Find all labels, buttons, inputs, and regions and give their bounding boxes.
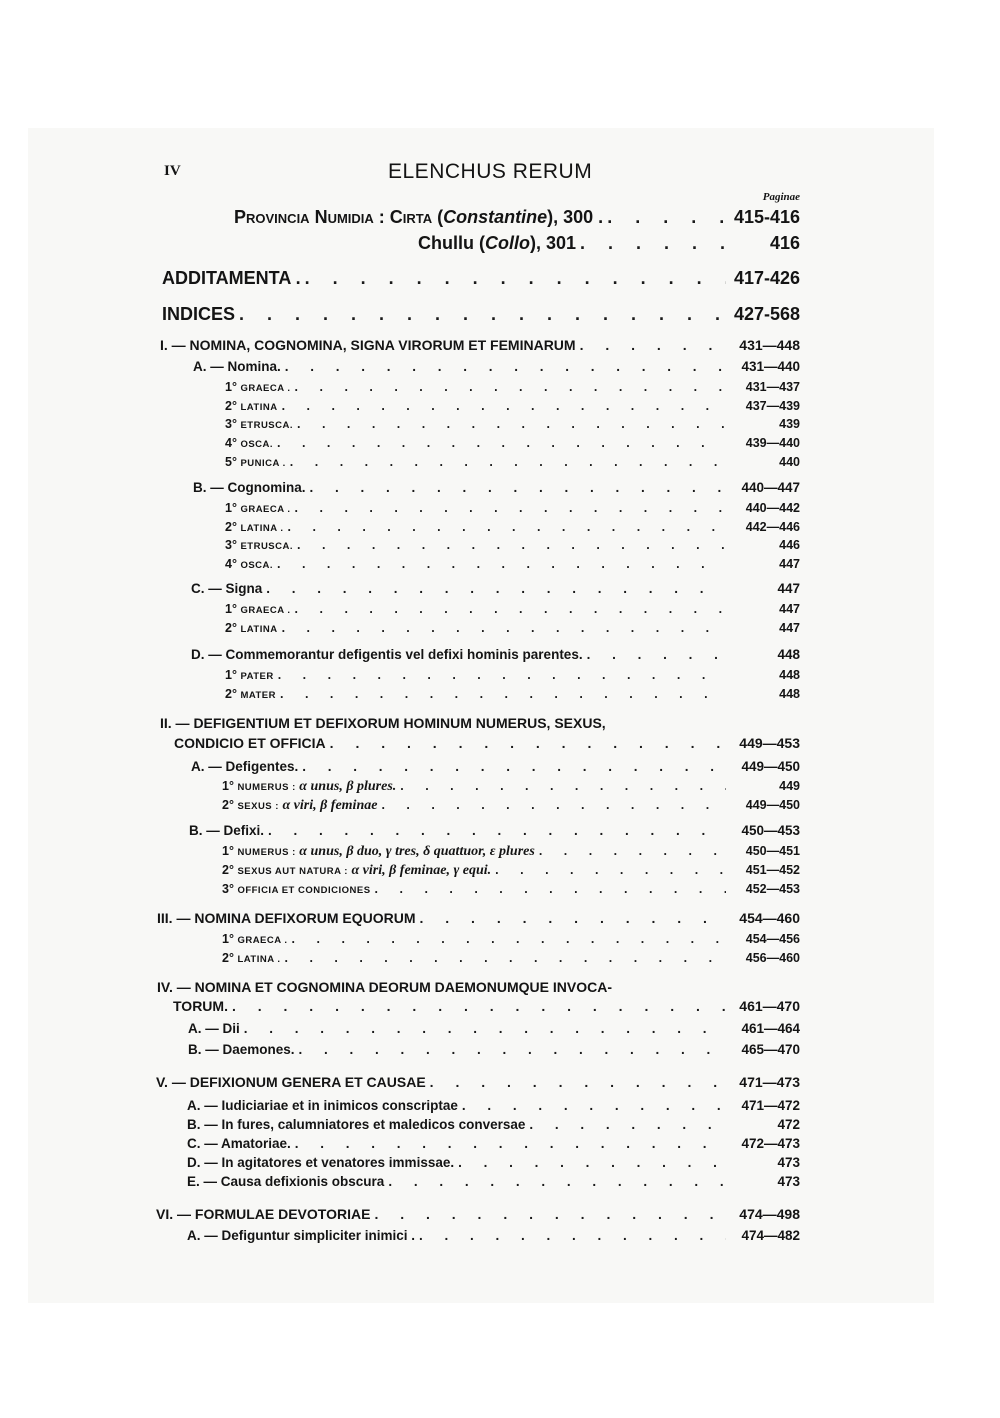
leader-dots <box>290 455 726 469</box>
entry-pages: 472—473 <box>741 1136 800 1151</box>
entry-pages: 454—460 <box>739 910 800 926</box>
entry-pages: 440 <box>779 455 800 469</box>
entry-label: TORUM. <box>173 998 228 1014</box>
leader-dots <box>419 910 726 926</box>
entry-detail: α viri, β feminae <box>282 798 378 813</box>
leader-dots <box>495 863 726 877</box>
entry-pages: 452—453 <box>745 882 800 896</box>
leader-dots <box>388 1174 726 1189</box>
entry-pages: 471—472 <box>741 1098 800 1113</box>
entry-label: ADDITAMENTA . <box>162 268 301 288</box>
entry-label: B. — Cognomina. <box>193 480 306 495</box>
list-item <box>225 436 800 450</box>
list-item <box>222 798 800 814</box>
item-number: 4° <box>225 557 237 571</box>
entry-pages: 446 <box>779 538 800 552</box>
entry-pages: 448 <box>779 668 800 682</box>
item-number: 1° <box>225 668 237 682</box>
entry-pages: 472 <box>777 1117 800 1132</box>
section-1-title <box>160 337 800 353</box>
leader-dots <box>295 602 726 616</box>
list-item <box>225 380 800 394</box>
entry-label: GRAECA . <box>237 935 288 946</box>
entry-label: PATER <box>240 671 274 682</box>
leader-dots <box>295 501 726 515</box>
entry-pages: 431—437 <box>745 380 800 394</box>
section-4-title <box>173 998 800 1014</box>
entry-label: D. — In agitatores et venatores immissae. <box>187 1155 455 1170</box>
entry-pages: 437—439 <box>745 399 800 413</box>
entry-label: LATINA <box>240 624 278 635</box>
leader-dots <box>305 268 726 289</box>
entry-label: LATINA <box>240 402 278 413</box>
leader-dots <box>302 759 726 774</box>
leader-dots <box>295 380 726 394</box>
item-number: 2° <box>225 399 237 413</box>
entry-pages: 449—450 <box>741 759 800 774</box>
item-number: 2° <box>225 687 237 701</box>
entry-label: OSCA. <box>240 560 274 571</box>
page-number: IV <box>164 163 181 179</box>
leader-dots <box>295 1136 726 1151</box>
leader-dots <box>277 557 726 571</box>
leader-dots <box>375 882 726 896</box>
list-item <box>222 779 800 795</box>
entry-label: A. — Dii <box>188 1021 240 1036</box>
entry-pages: 451—452 <box>745 863 800 877</box>
entry-label-tail: ), 300 . <box>547 207 604 227</box>
list-item <box>222 882 800 896</box>
section-2b <box>189 823 800 838</box>
entry-pages: 439 <box>779 417 800 431</box>
entry-label: III. — NOMINA DEFIXORUM EQUORUM <box>157 910 416 926</box>
entry-pages: 440—447 <box>741 480 800 495</box>
leader-dots <box>400 779 726 793</box>
item-number: 4° <box>225 436 237 450</box>
entry-pages: 447 <box>779 602 800 616</box>
entry-label: ETRUSCA. <box>240 420 293 431</box>
list-item <box>222 951 800 965</box>
leader-dots <box>330 735 726 751</box>
list-item <box>225 417 800 431</box>
entry-label: A. — Defigentes. <box>191 759 299 774</box>
item-number: 1° <box>222 779 234 793</box>
entry-label: GRAECA . <box>240 504 291 515</box>
leader-dots <box>268 823 726 838</box>
entry-label: LATINA . <box>240 523 284 534</box>
entry-label: IV. — NOMINA ET COGNOMINA DEORUM DAEMONUMQUE INVOCA- <box>157 979 613 995</box>
leader-dots <box>529 1117 726 1132</box>
leader-dots <box>244 1021 726 1036</box>
entry-label: VI. — FORMULAE DEVOTORIAE <box>156 1206 371 1222</box>
page-title: ELENCHUS RERUM <box>388 160 593 183</box>
list-item <box>225 520 800 534</box>
leader-dots <box>419 1228 726 1243</box>
leader-dots <box>297 417 726 431</box>
entry-label: SEXUS AUT NATURA : <box>237 866 348 877</box>
leader-dots <box>310 480 727 495</box>
entry-label: PUNICA . <box>240 458 286 469</box>
item-number: 2° <box>222 798 234 812</box>
list-item <box>222 932 800 946</box>
entry-label: A. — Nomina. <box>193 359 281 374</box>
entry-pages: 427-568 <box>733 304 800 324</box>
entry-label: C. — Amatoriae. <box>187 1136 291 1151</box>
entry-label: Provincia Numidia : Cirta ( <box>234 207 444 227</box>
entry-chullu <box>418 233 800 254</box>
list-item <box>225 668 800 682</box>
leader-dots <box>278 668 726 682</box>
entry-label-tail: ), 301 <box>529 233 577 253</box>
item-number: 2° <box>225 520 237 534</box>
list-item <box>187 1117 800 1132</box>
list-item <box>225 538 800 552</box>
leader-dots <box>282 399 726 413</box>
item-number: 1° <box>222 844 234 858</box>
entry-label: CONDICIO ET OFFICIA <box>174 735 326 751</box>
entry-pages: 474—498 <box>739 1206 800 1222</box>
entry-additamenta <box>162 268 800 289</box>
entry-label: LATINA . <box>237 954 281 965</box>
item-number: 5° <box>225 455 237 469</box>
entry-pages: 448 <box>777 647 800 662</box>
entry-label: OFFICIA ET CONDICIONES <box>237 885 371 896</box>
leader-dots <box>232 998 726 1014</box>
entry-pages: 431—448 <box>739 337 800 353</box>
section-1b <box>193 480 800 495</box>
section-2a <box>191 759 800 774</box>
leader-dots <box>292 932 726 946</box>
leader-dots <box>539 844 726 858</box>
entry-label: B. — Daemones. <box>188 1042 295 1057</box>
entry-pages: 415-416 <box>733 207 800 227</box>
entry-label: C. — Signa <box>191 581 263 596</box>
entry-pages: 442—446 <box>745 520 800 534</box>
item-number: 3° <box>222 882 234 896</box>
entry-label: B. — In fures, calumniatores et maledicos conversae <box>187 1117 526 1132</box>
entry-label: ETRUSCA. <box>240 541 293 552</box>
list-item <box>187 1155 800 1170</box>
item-number: 2° <box>225 621 237 635</box>
entry-pages: 448 <box>779 687 800 701</box>
entry-pages: 471—473 <box>739 1074 800 1090</box>
leader-dots <box>280 687 726 701</box>
item-number: 1° <box>222 932 234 946</box>
entry-pages: 461—464 <box>741 1021 800 1036</box>
entry-label: NUMERUS : <box>237 847 296 858</box>
list-item <box>187 1136 800 1151</box>
entry-label: OSCA. <box>240 439 274 450</box>
section-5-title <box>156 1074 800 1090</box>
section-4a <box>188 1021 800 1036</box>
entry-pages: 450—453 <box>741 823 800 838</box>
item-number: 1° <box>225 380 237 394</box>
entry-label: V. — DEFIXIONUM GENERA ET CAUSAE <box>156 1074 426 1090</box>
leader-dots <box>607 207 726 228</box>
entry-pages: 449 <box>779 779 800 793</box>
leader-dots <box>277 436 726 450</box>
leader-dots <box>458 1155 726 1170</box>
section-4-title-line1 <box>157 979 800 995</box>
entry-pages: 454—456 <box>745 932 800 946</box>
item-number: 2° <box>222 863 234 877</box>
entry-pages: 431—440 <box>741 359 800 374</box>
entry-pages: 461—470 <box>739 998 800 1014</box>
item-number: 2° <box>222 951 234 965</box>
section-1d <box>191 647 800 662</box>
leader-dots <box>462 1098 726 1113</box>
entry-label: INDICES <box>162 304 236 324</box>
entry-label: E. — Causa defixionis obscura <box>187 1174 385 1189</box>
entry-label: MATER <box>240 690 277 701</box>
entry-label-italic: Collo <box>484 233 530 253</box>
section-6a <box>187 1228 800 1243</box>
leader-dots <box>580 233 726 254</box>
entry-label: A. — Defiguntur simpliciter inimici . <box>187 1228 416 1243</box>
section-6-title <box>156 1206 800 1222</box>
entry-detail: α unus, β plures. <box>299 779 397 794</box>
entry-pages: 440—442 <box>745 501 800 515</box>
entry-label: GRAECA . <box>240 383 291 394</box>
entry-pages: 450—451 <box>745 844 800 858</box>
entry-pages: 473 <box>777 1155 800 1170</box>
section-2-title-line1 <box>160 715 800 731</box>
section-2-title <box>174 735 800 751</box>
list-item <box>225 602 800 616</box>
entry-pages: 416 <box>769 233 800 253</box>
entry-cirta <box>234 207 800 228</box>
entry-pages: 417-426 <box>733 268 800 288</box>
leader-dots <box>299 1042 726 1057</box>
leader-dots <box>587 647 726 662</box>
list-item <box>225 687 800 701</box>
section-3-title <box>157 910 800 926</box>
leader-dots <box>288 520 727 534</box>
section-4b <box>188 1042 800 1057</box>
entry-detail: α viri, β feminae, γ equi. <box>351 863 492 878</box>
entry-label: I. — NOMINA, COGNOMINA, SIGNA VIRORUM ET FEMINARUM <box>160 337 576 353</box>
entry-label: SEXUS : <box>237 801 279 812</box>
item-number: 3° <box>225 417 237 431</box>
leader-dots <box>430 1074 726 1090</box>
entry-pages: 465—470 <box>741 1042 800 1057</box>
list-item <box>187 1098 800 1113</box>
entry-pages: 456—460 <box>745 951 800 965</box>
entry-label: Chullu ( <box>418 233 485 253</box>
list-item <box>225 501 800 515</box>
entry-label: D. — Commemorantur defigentis vel defixi hominis parentes. <box>191 647 583 662</box>
leader-dots <box>374 1206 726 1222</box>
leader-dots <box>239 304 726 325</box>
leader-dots <box>285 359 726 374</box>
leader-dots <box>297 538 726 552</box>
entry-pages: 439—440 <box>745 436 800 450</box>
list-item <box>225 557 800 571</box>
entry-pages: 473 <box>777 1174 800 1189</box>
list-item <box>222 844 800 860</box>
entry-detail: α unus, β duo, γ tres, δ quattuor, ε plures <box>299 844 535 859</box>
entry-label: GRAECA . <box>240 605 291 616</box>
entry-indices <box>162 304 800 325</box>
section-1c <box>191 581 800 596</box>
entry-label: B. — Defixi. <box>189 823 265 838</box>
entry-pages: 447 <box>779 621 800 635</box>
entry-label-italic: Constantine <box>443 207 548 227</box>
list-item <box>225 621 800 635</box>
leader-dots <box>266 581 726 596</box>
entry-pages: 474—482 <box>741 1228 800 1243</box>
list-item <box>225 455 800 469</box>
entry-pages: 447 <box>777 581 800 596</box>
entry-pages: 449—453 <box>739 735 800 751</box>
item-number: 1° <box>225 501 237 515</box>
entry-label: II. — DEFIGENTIUM ET DEFIXORUM HOMINUM NUMERUS, SEXUS, <box>160 715 606 731</box>
entry-pages: 449—450 <box>745 798 800 812</box>
list-item <box>225 399 800 413</box>
section-1a <box>193 359 800 374</box>
leader-dots <box>282 621 726 635</box>
item-number: 1° <box>225 602 237 616</box>
leader-dots <box>580 337 726 353</box>
leader-dots <box>285 951 727 965</box>
item-number: 3° <box>225 538 237 552</box>
entry-label: NUMERUS : <box>237 782 296 793</box>
entry-label: A. — Iudiciariae et in inimicos conscriptae <box>187 1098 458 1113</box>
list-item <box>222 863 800 879</box>
list-item <box>187 1174 800 1189</box>
paginae-label: Paginae <box>762 191 800 203</box>
entry-pages: 447 <box>779 557 800 571</box>
leader-dots <box>381 798 726 812</box>
